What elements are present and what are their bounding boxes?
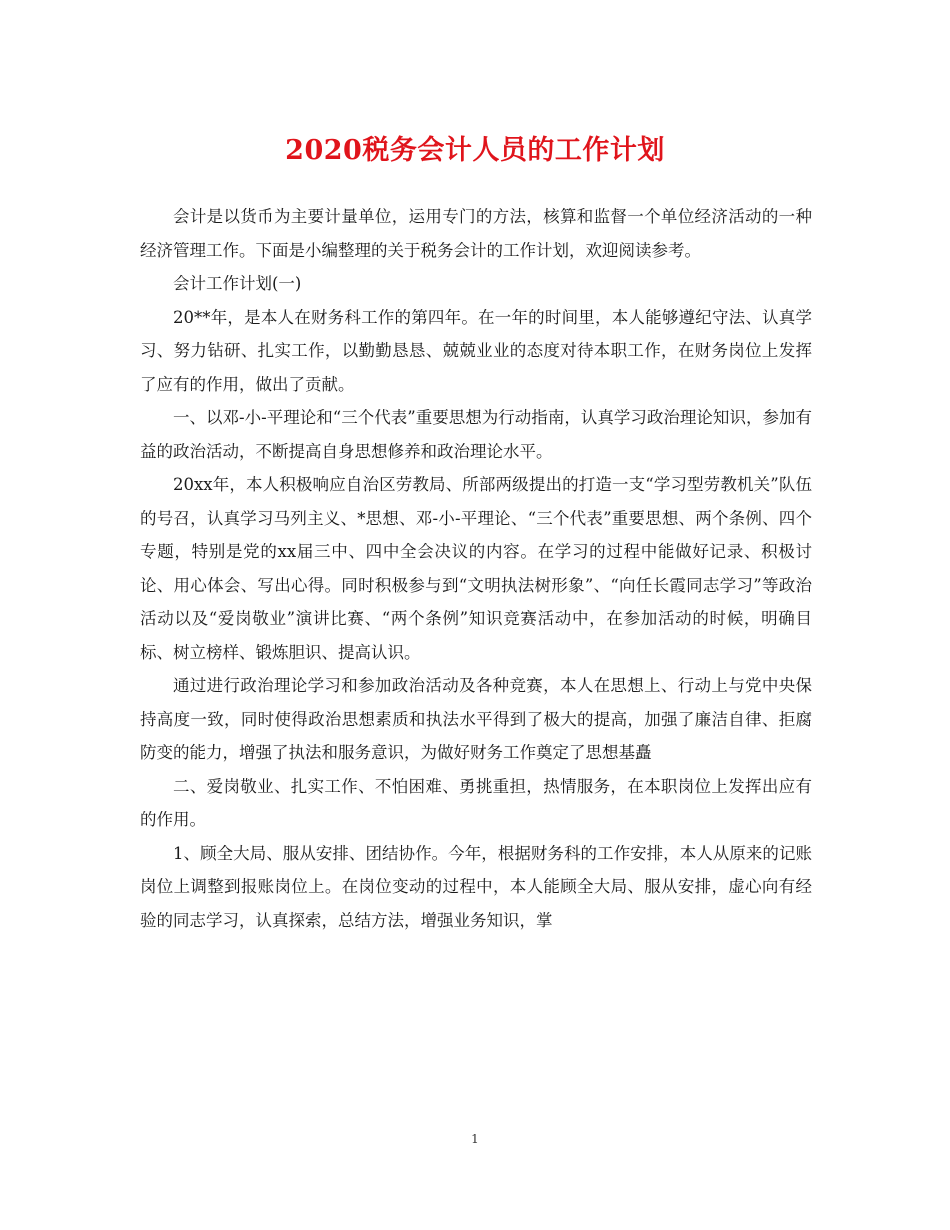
document-body <box>140 200 812 937</box>
document-title: 2020税务会计人员的工作计划 <box>285 135 665 166</box>
paragraph: 1、顾全大局、服从安排、团结协作。今年，根据财务科的工作安排，本人从原来的记账岗位上调整到报账岗位上。在岗位变动的过程中，本人能顾全大局、服从安排，虚心向有经验的同志学习，认真探索，总结方法，增强业务知识，掌 <box>140 843 812 930</box>
paragraph: 20xx年，本人积极响应自治区劳教局、所部两级提出的打造一支“学习型劳教机关”队伍的号召，认真学习马列主义、*思想、邓-小-平理论、“三个代表”重要思想、两个条例、四个专题，特别是党的xx届三中、四中全会决议的内容。在学习的过程中能做好记录、积极讨论、用心体会、写出心得。同时积极参与到“文明执法树形象”、“向任长霞同志学习”等政治活动以及“爱岗敬业”演讲比赛、“两个条例”知识竞赛活动中，在参加活动的时候，明确目标、树立榜样、锻炼胆识、提高认识。 <box>140 475 812 662</box>
page-number: 1 <box>471 1132 479 1146</box>
paragraph: 20**年，是本人在财务科工作的第四年。在一年的时间里，本人能够遵纪守法、认真学习、努力钻研、扎实工作，以勤勤恳恳、兢兢业业的态度对待本职工作，在财务岗位上发挥了应有的作用，做出了贡献。 <box>140 307 812 394</box>
paragraph: 一、以邓-小-平理论和“三个代表”重要思想为行动指南，认真学习政治理论知识，参加有益的政治活动，不断提高自身思想修养和政治理论水平。 <box>140 408 812 461</box>
paragraph-section-heading: 会计工作计划(一) <box>173 274 302 293</box>
paragraph: 通过进行政治理论学习和参加政治活动及各种竞赛，本人在思想上、行动上与党中央保持高度一致，同时使得政治思想素质和执法水平得到了极大的提高，加强了廉洁自律、拒腐防变的能力，增强了执法和服务意识，为做好财务工作奠定了思想基矗 <box>140 676 812 762</box>
paragraph: 二、爱岗敬业、扎实工作、不怕困难、勇挑重担，热情服务，在本职岗位上发挥出应有的作用。 <box>140 776 812 829</box>
paragraph-intro: 会计是以货币为主要计量单位，运用专门的方法，核算和监督一个单位经济活动的一种经济管理工作。下面是小编整理的关于税务会计的工作计划，欢迎阅读参考。 <box>140 207 812 260</box>
